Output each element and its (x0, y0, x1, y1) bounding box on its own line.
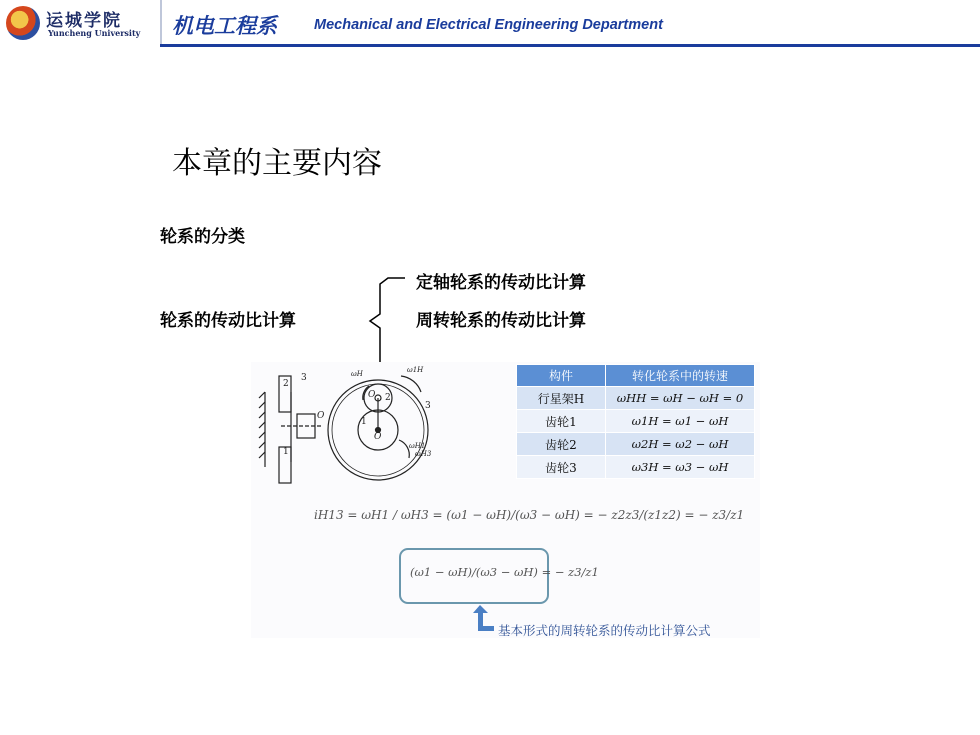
converted-speed-table (516, 364, 755, 479)
item-transmission-ratio: 轮系的传动比计算 (160, 311, 296, 331)
svg-text:1: 1 (283, 447, 289, 457)
table-header-part: 构件 (517, 365, 606, 387)
header-divider (160, 0, 162, 44)
svg-text:ωH3: ωH3 (415, 450, 432, 458)
svg-text:ωH: ωH (351, 370, 363, 378)
svg-text:1: 1 (361, 417, 367, 427)
svg-text:O: O (317, 411, 325, 421)
department-name-en: Mechanical and Electrical Engineering Department (314, 17, 663, 33)
svg-text:ω1H: ω1H (407, 366, 424, 374)
up-arrow-icon (470, 604, 496, 634)
gear-labels (283, 366, 432, 458)
brace-connector (360, 270, 410, 370)
formula-caption: 基本形式的周转轮系的传动比计算公式 (498, 623, 711, 638)
table-row (517, 387, 755, 410)
table-cell-formula: ω3H = ω3 − ωH (606, 456, 755, 479)
item-classification: 轮系的分类 (160, 227, 245, 247)
svg-text:2: 2 (385, 393, 391, 403)
table-cell-part: 齿轮3 (517, 456, 606, 479)
header (0, 0, 980, 46)
table-row (517, 433, 755, 456)
table-cell-part: 行星架H (517, 387, 606, 410)
item-fixed-axis-ratio: 定轴轮系的传动比计算 (416, 273, 586, 293)
svg-text:ωH1: ωH1 (409, 442, 426, 450)
table-cell-formula: ωHH = ωH − ωH = 0 (606, 387, 755, 410)
svg-text:O: O (374, 432, 382, 442)
department-name-cn: 机电工程系 (172, 14, 277, 38)
slide-title: 本章的主要内容 (172, 146, 382, 181)
svg-text:2: 2 (283, 379, 289, 389)
epicyclic-gear-diagram (251, 362, 513, 497)
university-name-cn: 运城学院 (46, 11, 122, 31)
table-row (517, 410, 755, 433)
header-rule (160, 44, 980, 47)
svg-text:O: O (368, 390, 376, 400)
table-cell-formula: ω2H = ω2 − ωH (606, 433, 755, 456)
table-cell-part: 齿轮1 (517, 410, 606, 433)
university-emblem-icon (6, 6, 40, 40)
table-cell-part: 齿轮2 (517, 433, 606, 456)
svg-text:3: 3 (301, 373, 307, 383)
university-logo (6, 6, 156, 42)
university-name-en: Yuncheng University (48, 28, 141, 38)
table-cell-formula: ω1H = ω1 − ωH (606, 410, 755, 433)
item-epicyclic-ratio: 周转轮系的传动比计算 (416, 311, 586, 331)
table-header-speed: 转化轮系中的转速 (606, 365, 755, 387)
boxed-equation: (ω1 − ωH)/(ω3 − ωH) = − z3/z1 (410, 565, 599, 579)
ratio-equation: iH13 = ωH1 / ωH3 = (ω1 − ωH)/(ω3 − ωH) = − z2z3/(z1z2) = − z3/z1 (314, 508, 745, 522)
svg-text:3: 3 (425, 401, 431, 411)
table-row (517, 456, 755, 479)
